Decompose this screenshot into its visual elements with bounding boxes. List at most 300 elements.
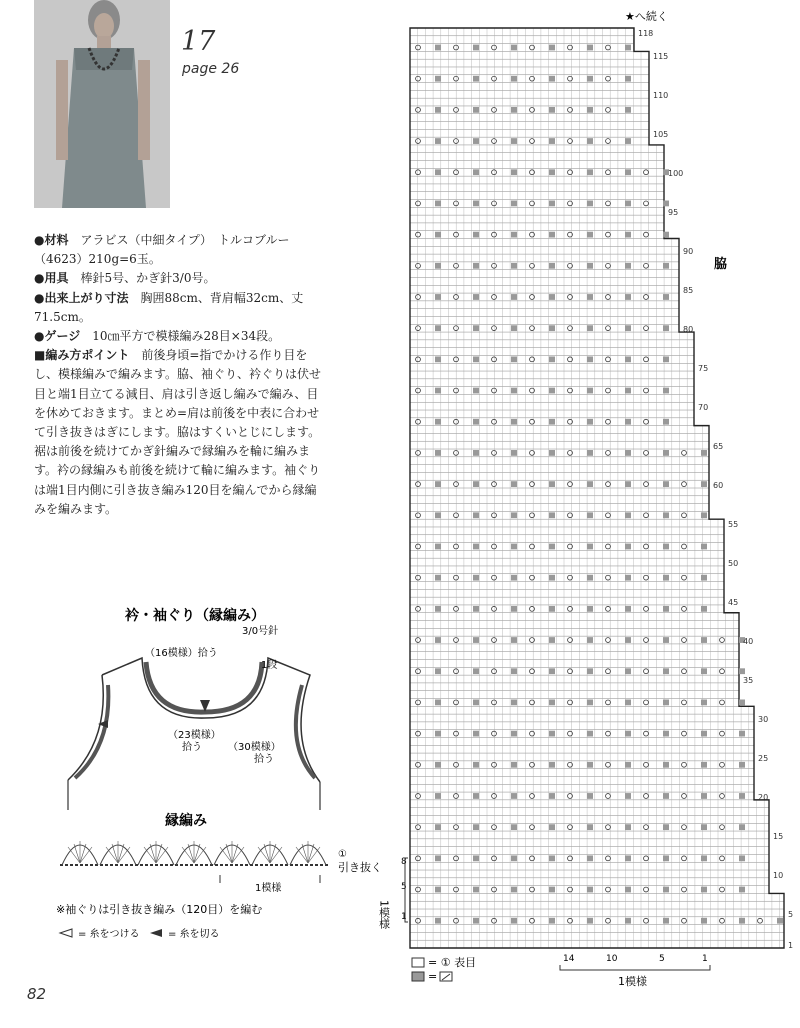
yarn-over-symbol bbox=[606, 856, 611, 861]
decrease-symbol bbox=[663, 356, 669, 362]
decrease-symbol bbox=[435, 107, 441, 113]
yarn-over-symbol bbox=[720, 856, 725, 861]
decrease-symbol bbox=[663, 232, 669, 238]
decrease-symbol bbox=[473, 793, 479, 799]
decrease-symbol bbox=[625, 450, 631, 456]
yarn-over-symbol bbox=[416, 295, 421, 300]
row-label: 1 bbox=[788, 941, 794, 950]
decrease-symbol bbox=[511, 793, 517, 799]
decrease-symbol bbox=[625, 419, 631, 425]
yarn-over-symbol bbox=[644, 887, 649, 892]
decrease-symbol bbox=[549, 263, 555, 269]
row-label: 65 bbox=[713, 442, 724, 452]
decrease-symbol bbox=[473, 637, 479, 643]
decrease-symbol bbox=[625, 107, 631, 113]
yarn-over-symbol bbox=[530, 451, 535, 456]
decrease-symbol bbox=[663, 201, 669, 207]
decrease-symbol bbox=[587, 668, 593, 674]
decrease-symbol bbox=[435, 887, 441, 893]
yarn-over-symbol bbox=[606, 451, 611, 456]
col-label-5: 5 bbox=[659, 954, 665, 964]
yarn-over-symbol bbox=[644, 326, 649, 331]
yarn-over-symbol bbox=[416, 825, 421, 830]
decrease-symbol bbox=[549, 824, 555, 830]
armhole-pickup-count: （30模様） bbox=[228, 742, 281, 753]
yarn-over-symbol bbox=[530, 856, 535, 861]
decrease-symbol bbox=[587, 45, 593, 51]
decrease-symbol bbox=[435, 668, 441, 674]
yarn-over-symbol bbox=[416, 139, 421, 144]
decrease-symbol bbox=[435, 731, 441, 737]
yarn-over-symbol bbox=[606, 326, 611, 331]
decrease-symbol bbox=[625, 668, 631, 674]
decrease-symbol bbox=[549, 855, 555, 861]
yarn-over-symbol bbox=[416, 918, 421, 923]
yarn-over-symbol bbox=[492, 295, 497, 300]
decrease-symbol bbox=[663, 450, 669, 456]
decrease-symbol bbox=[473, 918, 479, 924]
decrease-symbol bbox=[587, 201, 593, 207]
yarn-over-symbol bbox=[530, 731, 535, 736]
decrease-symbol bbox=[473, 855, 479, 861]
decrease-symbol bbox=[663, 325, 669, 331]
yarn-over-symbol bbox=[682, 575, 687, 580]
row-label: 10 bbox=[773, 870, 784, 880]
yarn-over-symbol bbox=[682, 918, 687, 923]
yarn-over-symbol bbox=[644, 856, 649, 861]
yarn-over-symbol bbox=[530, 825, 535, 830]
decrease-symbol bbox=[701, 512, 707, 518]
edging-title: 縁編み bbox=[165, 813, 207, 829]
decrease-symbol bbox=[663, 855, 669, 861]
decrease-symbol bbox=[435, 637, 441, 643]
row-label: 115 bbox=[653, 52, 669, 62]
yarn-over-symbol bbox=[644, 513, 649, 518]
decrease-symbol bbox=[549, 419, 555, 425]
decrease-symbol bbox=[473, 419, 479, 425]
decrease-symbol bbox=[587, 450, 593, 456]
decrease-symbol bbox=[549, 700, 555, 706]
decrease-symbol bbox=[435, 169, 441, 175]
yarn-over-symbol bbox=[416, 731, 421, 736]
page-number: 82 bbox=[27, 985, 47, 1003]
yarn-over-symbol bbox=[530, 544, 535, 549]
col-label-10: 10 bbox=[606, 954, 618, 964]
page-reference: page 26 bbox=[182, 61, 240, 77]
decrease-symbol bbox=[473, 450, 479, 456]
yarn-over-symbol bbox=[682, 887, 687, 892]
decrease-symbol bbox=[663, 481, 669, 487]
yarn-over-symbol bbox=[682, 700, 687, 705]
edging-start-note: 引き抜く bbox=[338, 861, 382, 874]
yarn-over-symbol bbox=[606, 263, 611, 268]
decrease-symbol bbox=[701, 637, 707, 643]
front-pickup-count: （23模様） bbox=[168, 730, 221, 741]
decrease-symbol bbox=[549, 325, 555, 331]
decrease-symbol bbox=[511, 419, 517, 425]
decrease-symbol bbox=[549, 575, 555, 581]
decrease-symbol bbox=[511, 855, 517, 861]
row-label: 85 bbox=[683, 286, 694, 296]
yarn-over-symbol bbox=[492, 762, 497, 767]
decrease-symbol bbox=[587, 294, 593, 300]
decrease-symbol bbox=[739, 731, 745, 737]
yarn-over-symbol bbox=[530, 700, 535, 705]
row-label: 20 bbox=[758, 792, 769, 802]
decrease-symbol bbox=[435, 263, 441, 269]
decrease-symbol bbox=[435, 793, 441, 799]
decrease-symbol bbox=[473, 107, 479, 113]
decrease-symbol bbox=[511, 762, 517, 768]
decrease-symbol bbox=[473, 263, 479, 269]
side-label: 脇 bbox=[714, 257, 728, 272]
decrease-symbol bbox=[625, 388, 631, 394]
decrease-symbol bbox=[511, 575, 517, 581]
decrease-symbol bbox=[663, 887, 669, 893]
row-label: 95 bbox=[668, 208, 679, 218]
decrease-symbol bbox=[701, 793, 707, 799]
yarn-over-symbol bbox=[530, 263, 535, 268]
yarn-over-symbol bbox=[530, 794, 535, 799]
chart-grid bbox=[410, 28, 800, 948]
yarn-over-symbol bbox=[720, 825, 725, 830]
decrease-symbol bbox=[473, 731, 479, 737]
decrease-symbol bbox=[473, 700, 479, 706]
yarn-over-symbol bbox=[530, 45, 535, 50]
yarn-over-symbol bbox=[492, 731, 497, 736]
yarn-over-symbol bbox=[644, 762, 649, 767]
yarn-over-symbol bbox=[416, 232, 421, 237]
yarn-over-symbol bbox=[644, 731, 649, 736]
yarn-over-symbol bbox=[644, 201, 649, 206]
yarn-over-symbol bbox=[416, 856, 421, 861]
yarn-over-symbol bbox=[416, 794, 421, 799]
decrease-symbol bbox=[549, 606, 555, 612]
row-label: 45 bbox=[728, 597, 739, 607]
pattern-number: 17 bbox=[181, 26, 216, 57]
yarn-over-symbol bbox=[492, 263, 497, 268]
materials-text: アラビス（中細タイプ） トルコブルー（4623）210g=6玉。 bbox=[34, 233, 290, 267]
decrease-symbol bbox=[435, 388, 441, 394]
decrease-symbol bbox=[435, 855, 441, 861]
decrease-symbol bbox=[701, 887, 707, 893]
decrease-symbol bbox=[549, 294, 555, 300]
yarn-over-symbol bbox=[720, 731, 725, 736]
row-label: 80 bbox=[683, 325, 694, 335]
yarn-over-symbol bbox=[416, 76, 421, 81]
decrease-symbol bbox=[587, 637, 593, 643]
decrease-symbol bbox=[587, 481, 593, 487]
decrease-symbol bbox=[625, 481, 631, 487]
decrease-symbol bbox=[435, 512, 441, 518]
yarn-over-symbol bbox=[492, 107, 497, 112]
decrease-symbol bbox=[473, 512, 479, 518]
yarn-over-symbol bbox=[530, 606, 535, 611]
yarn-over-symbol bbox=[530, 232, 535, 237]
decrease-symbol bbox=[511, 637, 517, 643]
decrease-symbol bbox=[739, 700, 745, 706]
yarn-over-symbol bbox=[720, 762, 725, 767]
decrease-symbol bbox=[473, 606, 479, 612]
yarn-over-symbol bbox=[416, 887, 421, 892]
yarn-over-symbol bbox=[416, 201, 421, 206]
yarn-over-symbol bbox=[606, 107, 611, 112]
decrease-symbol bbox=[435, 294, 441, 300]
yarn-over-symbol bbox=[644, 918, 649, 923]
decrease-symbol bbox=[549, 107, 555, 113]
decrease-symbol bbox=[625, 45, 631, 51]
yarn-over-symbol bbox=[492, 419, 497, 424]
tools-text: 棒針5号、かぎ針3/0号。 bbox=[80, 271, 216, 286]
decrease-symbol bbox=[549, 512, 555, 518]
yarn-over-symbol bbox=[416, 575, 421, 580]
row-label: 90 bbox=[683, 247, 694, 257]
decrease-symbol bbox=[701, 855, 707, 861]
decrease-symbol bbox=[435, 544, 441, 550]
decrease-symbol bbox=[473, 232, 479, 238]
decrease-symbol bbox=[511, 388, 517, 394]
row-label: 5 bbox=[788, 909, 794, 919]
decrease-symbol bbox=[549, 232, 555, 238]
decrease-symbol bbox=[739, 855, 745, 861]
yarn-over-symbol bbox=[530, 887, 535, 892]
yarn-over-symbol bbox=[530, 918, 535, 923]
decrease-symbol bbox=[511, 544, 517, 550]
yarn-over-symbol bbox=[492, 326, 497, 331]
tools-label: ●用具 bbox=[34, 271, 69, 286]
decrease-symbol bbox=[511, 356, 517, 362]
decrease-symbol bbox=[549, 481, 555, 487]
yarn-over-symbol bbox=[644, 794, 649, 799]
yarn-over-symbol bbox=[492, 575, 497, 580]
yarn-over-symbol bbox=[644, 700, 649, 705]
decrease-symbol bbox=[511, 512, 517, 518]
decrease-symbol bbox=[625, 325, 631, 331]
yarn-over-symbol bbox=[606, 638, 611, 643]
row-label: 55 bbox=[728, 519, 739, 529]
decrease-symbol bbox=[473, 762, 479, 768]
decrease-symbol bbox=[435, 606, 441, 612]
decrease-symbol bbox=[473, 668, 479, 674]
yarn-over-symbol bbox=[416, 45, 421, 50]
yarn-over-symbol bbox=[492, 482, 497, 487]
decrease-symbol bbox=[549, 356, 555, 362]
decrease-symbol bbox=[473, 138, 479, 144]
front-pickup-verb: 拾う bbox=[182, 742, 202, 753]
yarn-over-symbol bbox=[606, 606, 611, 611]
decrease-symbol bbox=[511, 201, 517, 207]
yarn-over-symbol bbox=[492, 825, 497, 830]
yarn-over-symbol bbox=[530, 388, 535, 393]
yarn-over-symbol bbox=[530, 419, 535, 424]
yarn-over-symbol bbox=[492, 918, 497, 923]
decrease-symbol bbox=[587, 824, 593, 830]
decrease-symbol bbox=[473, 356, 479, 362]
decrease-symbol bbox=[549, 918, 555, 924]
decrease-symbol bbox=[473, 388, 479, 394]
yarn-over-symbol bbox=[644, 295, 649, 300]
yarn-over-symbol bbox=[530, 139, 535, 144]
decrease-symbol bbox=[435, 356, 441, 362]
yarn-over-symbol bbox=[644, 606, 649, 611]
row-label: 50 bbox=[728, 558, 739, 568]
yarn-over-symbol bbox=[492, 170, 497, 175]
yarn-over-symbol bbox=[530, 295, 535, 300]
yarn-over-symbol bbox=[682, 544, 687, 549]
decrease-symbol bbox=[473, 544, 479, 550]
yarn-over-symbol bbox=[606, 482, 611, 487]
decrease-symbol bbox=[701, 700, 707, 706]
yarn-over-symbol bbox=[644, 544, 649, 549]
legend-symbol-box bbox=[412, 972, 424, 981]
decrease-symbol bbox=[511, 232, 517, 238]
points-label: ■編み方ポイント bbox=[34, 348, 130, 363]
decrease-symbol bbox=[511, 138, 517, 144]
decrease-symbol bbox=[701, 450, 707, 456]
decrease-symbol bbox=[511, 76, 517, 82]
decrease-symbol bbox=[663, 668, 669, 674]
yarn-over-symbol bbox=[606, 575, 611, 580]
row-label: 105 bbox=[653, 130, 669, 140]
decrease-symbol bbox=[549, 731, 555, 737]
decrease-symbol bbox=[435, 76, 441, 82]
yarn-over-symbol bbox=[492, 638, 497, 643]
decrease-symbol bbox=[587, 107, 593, 113]
yarn-over-symbol bbox=[644, 419, 649, 424]
decrease-symbol bbox=[511, 918, 517, 924]
yarn-over-symbol bbox=[606, 357, 611, 362]
yarn-over-symbol bbox=[530, 170, 535, 175]
yarn-over-symbol bbox=[530, 357, 535, 362]
yarn-over-symbol bbox=[606, 731, 611, 736]
decrease-symbol bbox=[625, 512, 631, 518]
yarn-over-symbol bbox=[720, 918, 725, 923]
yarn-over-symbol bbox=[644, 669, 649, 674]
decrease-symbol bbox=[739, 824, 745, 830]
yarn-over-symbol bbox=[606, 918, 611, 923]
yarn-over-symbol bbox=[644, 263, 649, 268]
decrease-symbol bbox=[587, 606, 593, 612]
yarn-over-symbol bbox=[758, 918, 763, 923]
yarn-over-symbol bbox=[644, 825, 649, 830]
decrease-symbol bbox=[511, 887, 517, 893]
materials-label: ●材料 bbox=[34, 233, 69, 247]
decrease-symbol bbox=[549, 201, 555, 207]
neck-diagram-title: 衿・袖ぐり（縁編み） bbox=[125, 608, 265, 624]
yarn-over-symbol bbox=[720, 638, 725, 643]
decrease-symbol bbox=[473, 45, 479, 51]
decrease-symbol bbox=[473, 575, 479, 581]
decrease-symbol bbox=[549, 668, 555, 674]
decrease-symbol bbox=[625, 294, 631, 300]
rows-label: 1段 bbox=[261, 660, 278, 671]
decrease-symbol bbox=[587, 232, 593, 238]
decrease-symbol bbox=[549, 637, 555, 643]
row-label: 30 bbox=[758, 714, 769, 724]
decrease-symbol bbox=[435, 419, 441, 425]
yarn-over-symbol bbox=[416, 263, 421, 268]
edging-note: ※袖ぐりは引き抜き編み（120目）を編む bbox=[56, 903, 263, 916]
decrease-symbol bbox=[739, 793, 745, 799]
yarn-over-symbol bbox=[492, 669, 497, 674]
yarn-over-symbol bbox=[416, 669, 421, 674]
decrease-symbol bbox=[511, 450, 517, 456]
yarn-over-symbol bbox=[720, 887, 725, 892]
decrease-symbol bbox=[435, 201, 441, 207]
row-label: 60 bbox=[713, 481, 724, 490]
decrease-symbol bbox=[435, 762, 441, 768]
decrease-symbol bbox=[587, 731, 593, 737]
yarn-over-symbol bbox=[416, 762, 421, 767]
yarn-over-symbol bbox=[606, 825, 611, 830]
yarn-over-symbol bbox=[416, 544, 421, 549]
row-repeat-num-8: 8 bbox=[401, 857, 407, 867]
decrease-symbol bbox=[701, 824, 707, 830]
yarn-over-symbol bbox=[492, 451, 497, 456]
yarn-over-symbol bbox=[682, 669, 687, 674]
armhole-pickup-verb: 拾う bbox=[254, 754, 274, 765]
row-label: 75 bbox=[698, 364, 709, 374]
yarn-over-symbol bbox=[492, 544, 497, 549]
decrease-symbol bbox=[511, 107, 517, 113]
decrease-symbol bbox=[587, 700, 593, 706]
yarn-over-symbol bbox=[416, 513, 421, 518]
decrease-symbol bbox=[739, 887, 745, 893]
decrease-symbol bbox=[625, 918, 631, 924]
decrease-symbol bbox=[435, 481, 441, 487]
decrease-symbol bbox=[435, 700, 441, 706]
legend-knit: = ① 表目 bbox=[428, 956, 477, 969]
yarn-over-symbol bbox=[720, 669, 725, 674]
edging-start-label: ① bbox=[338, 849, 347, 860]
yarn-over-symbol bbox=[530, 107, 535, 112]
decrease-symbol bbox=[511, 325, 517, 331]
yarn-over-symbol bbox=[720, 700, 725, 705]
decrease-symbol bbox=[587, 575, 593, 581]
decrease-symbol bbox=[701, 606, 707, 612]
decrease-symbol bbox=[473, 325, 479, 331]
decrease-symbol bbox=[473, 201, 479, 207]
decrease-symbol bbox=[473, 294, 479, 300]
yarn-over-symbol bbox=[606, 295, 611, 300]
decrease-symbol bbox=[625, 575, 631, 581]
decrease-symbol bbox=[777, 918, 783, 924]
yarn-over-symbol bbox=[416, 107, 421, 112]
decrease-symbol bbox=[587, 512, 593, 518]
yarn-over-symbol bbox=[530, 638, 535, 643]
yarn-over-symbol bbox=[682, 856, 687, 861]
decrease-symbol bbox=[663, 575, 669, 581]
decrease-symbol bbox=[625, 606, 631, 612]
decrease-symbol bbox=[473, 481, 479, 487]
decrease-symbol bbox=[625, 356, 631, 362]
yarn-over-symbol bbox=[416, 451, 421, 456]
row-repeat-label: 1模様 bbox=[377, 900, 391, 929]
yarn-over-symbol bbox=[644, 357, 649, 362]
decrease-symbol bbox=[587, 356, 593, 362]
decrease-symbol bbox=[473, 169, 479, 175]
yarn-over-symbol bbox=[530, 762, 535, 767]
yarn-over-symbol bbox=[606, 232, 611, 237]
yarn-over-symbol bbox=[492, 794, 497, 799]
decrease-symbol bbox=[625, 855, 631, 861]
decrease-symbol bbox=[549, 138, 555, 144]
yarn-over-symbol bbox=[530, 575, 535, 580]
decrease-symbol bbox=[549, 76, 555, 82]
yarn-over-symbol bbox=[606, 544, 611, 549]
decrease-symbol bbox=[625, 731, 631, 737]
decrease-symbol bbox=[701, 481, 707, 487]
